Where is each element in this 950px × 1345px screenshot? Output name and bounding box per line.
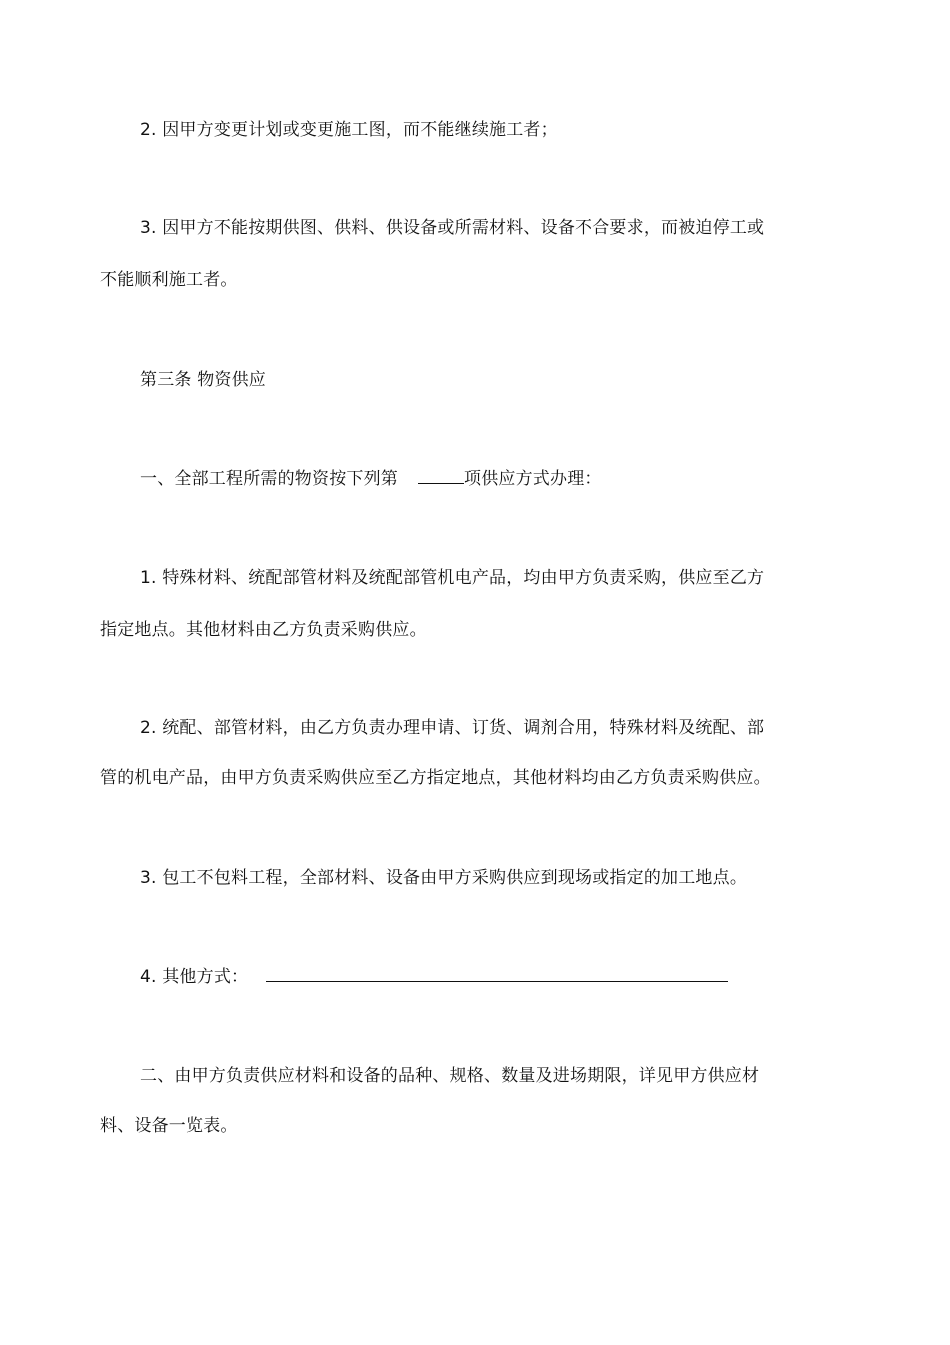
other-method-blank[interactable] [266,965,728,982]
section-1-text [140,467,602,490]
section-1-prefix: 一、全部工程所需的物资按下列第 [140,469,398,489]
clause-item-3-line2: 不能顺利施工者。 [100,270,238,290]
section-1-suffix: 项供应方式办理： [464,469,602,489]
clause-item-2: 2. 因甲方变更计划或变更施工图，而不能继续施工者； [140,120,558,140]
option-1-line2: 指定地点。其他材料由乙方负责采购供应。 [100,620,427,640]
option-2-line1: 2. 统配、部管材料，由乙方负责办理申请、订货、调剂合用，特殊材料及统配、部 [140,718,765,738]
section-2-line2: 料、设备一览表。 [100,1116,238,1136]
option-4 [140,965,728,988]
option-1-line1: 1. 特殊材料、统配部管材料及统配部管机电产品，均由甲方负责采购，供应至乙方 [140,568,765,588]
clause-item-3-line1: 3. 因甲方不能按期供图、供料、供设备或所需材料、设备不合要求，而被迫停工或 [140,218,765,238]
section-2-line1: 二、由甲方负责供应材料和设备的品种、规格、数量及进场期限，详见甲方供应材 [140,1066,760,1086]
option-2-line2: 管的机电产品，由甲方负责采购供应至乙方指定地点，其他材料均由乙方负责采购供应。 [100,768,771,788]
option-3: 3. 包工不包料工程，全部材料、设备由甲方采购供应到现场或指定的加工地点。 [140,868,748,888]
fill-in-blank[interactable] [418,467,464,484]
article-3-title: 第三条 物资供应 [140,370,267,390]
option-4-label: 4. 其他方式： [140,967,249,987]
